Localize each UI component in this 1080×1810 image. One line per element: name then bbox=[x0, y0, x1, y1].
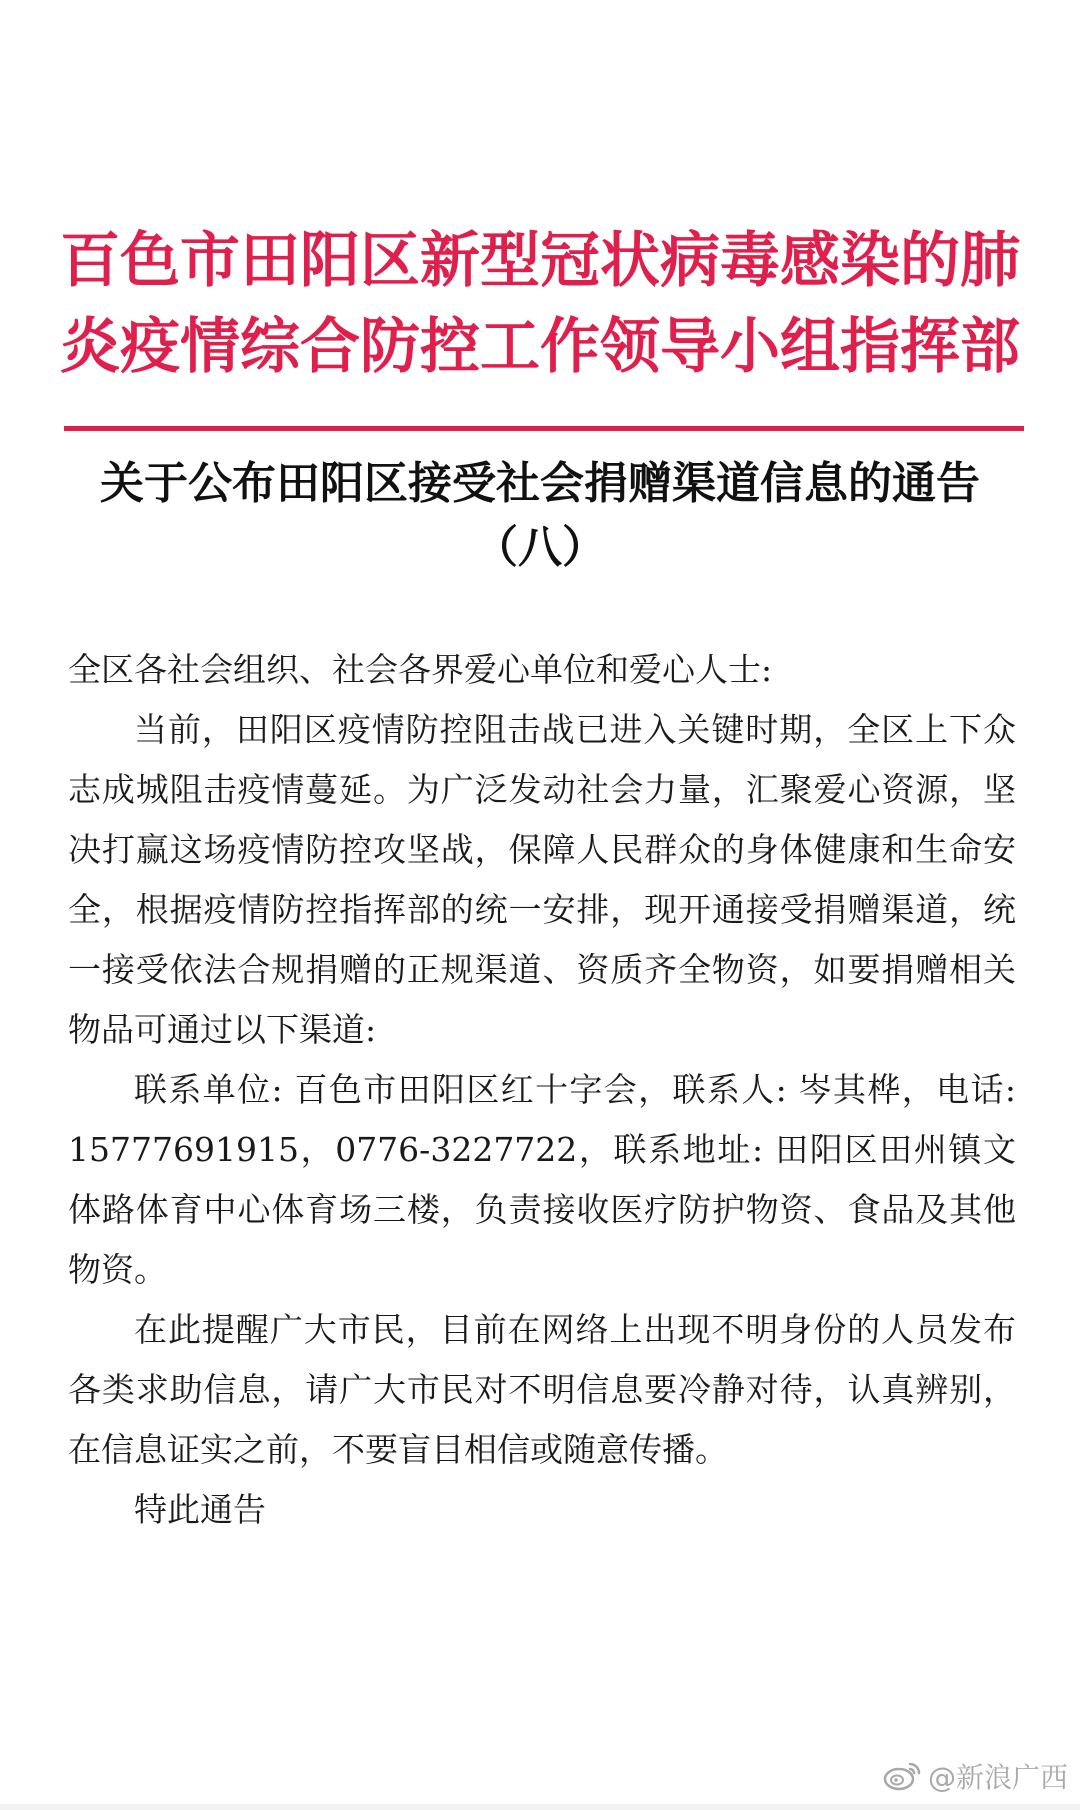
red-divider bbox=[64, 426, 1024, 431]
weibo-icon bbox=[882, 1760, 922, 1792]
paragraph-contact: 联系单位: 百色市田阳区红十字会，联系人: 岑其桦，电话: 15777691915，0776-3227722，联系地址: 田阳区田州镇文体路体育中心体育场三楼，负责接收医疗防护物资、食品及其他物资。 bbox=[68, 1070, 1016, 1289]
issuing-authority-header bbox=[40, 218, 1040, 390]
paragraph-1: 当前，田阳区疫情防控阻击战已进入关键时期，全区上下众志成城阻击疫情蔓延。为广泛发动社会力量，汇聚爱心资源，坚决打赢这场疫情防控攻坚战，保障人民群众的身体健康和生命安全，根据疫情防控指挥部的统一安排，现开通接受捐赠渠道，统一接受依法合规捐赠的正规渠道、资质齐全物资，如要捐赠相关物品可通过以下渠道: bbox=[68, 710, 1016, 1049]
source-watermark bbox=[882, 1756, 1068, 1796]
paragraph-reminder: 在此提醒广大市民，目前在网络上出现不明身份的人员发布各类求助信息，请广大市民对不明信息要冷静对待，认真辨别，在信息证实之前，不要盲目相信或随意传播。 bbox=[68, 1310, 1016, 1469]
notice-title bbox=[40, 452, 1040, 580]
closing-line: 特此通告 bbox=[134, 1490, 266, 1529]
header-line-1: 百色市田阳区新型冠状病毒感染的肺 bbox=[60, 226, 1020, 296]
notice-title-line-1: 关于公布田阳区接受社会捐赠渠道信息的通告 bbox=[100, 458, 980, 509]
bottom-strip bbox=[0, 1804, 1080, 1810]
notice-title-line-2: （八） bbox=[474, 522, 606, 573]
salutation: 全区各社会组织、社会各界爱心单位和爱心人士: bbox=[68, 650, 773, 689]
notice-body bbox=[68, 640, 1016, 1540]
watermark-text: @新浪广西 bbox=[927, 1761, 1068, 1794]
header-line-2: 炎疫情综合防控工作领导小组指挥部 bbox=[60, 312, 1020, 382]
